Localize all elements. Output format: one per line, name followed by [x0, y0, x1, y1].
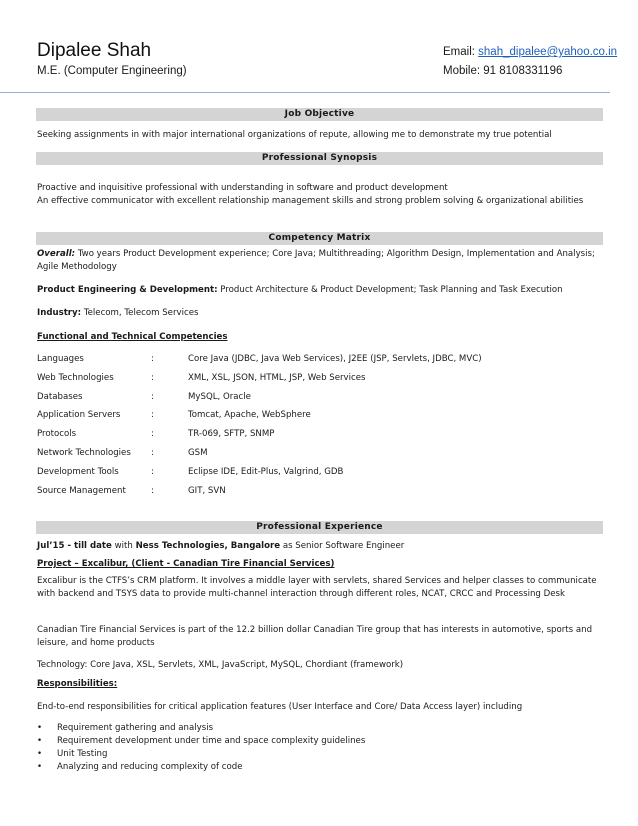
project-title: Project – Excalibur, (Client - Canadian Tire Financial Services)	[37, 559, 335, 569]
competency-product	[37, 284, 603, 297]
competency-colon: :	[151, 429, 154, 440]
section-header-experience: Professional Experience	[36, 521, 603, 534]
overall-text: Two years Product Development experience; Core Java; Multithreading; Algorithm Design, Implementation and Analysis; Agile Methodology	[37, 249, 595, 272]
industry-label: Industry:	[37, 308, 82, 318]
candidate-name: Dipalee Shah	[37, 40, 152, 61]
overall-label: Overall:	[37, 249, 76, 259]
competency-key: Web Technologies	[37, 372, 114, 383]
technology-line: Technology: Core Java, XSL, Servlets, XML, JavaScript, MySQL, Chordiant (framework)	[37, 660, 404, 670]
competency-value: TR-069, SFTP, SNMP	[188, 429, 275, 440]
bullet-icon: •	[37, 736, 43, 746]
bullet-text: Analyzing and reducing complexity of code	[57, 762, 243, 772]
responsibilities-intro: End-to-end responsibilities for critical application features (User Interface and Core/ Data Access layer) including	[37, 702, 523, 712]
bullet-text: Requirement gathering and analysis	[57, 723, 214, 733]
competency-key: Source Management	[37, 485, 126, 496]
section-header-synopsis: Professional Synopsis	[36, 152, 603, 165]
experience-company: Ness Technologies, Bangalore	[135, 541, 281, 551]
synopsis-line-1: Proactive and inquisitive professional with understanding in software and product development	[37, 183, 448, 193]
competency-value: GIT, SVN	[188, 485, 226, 496]
email-line	[443, 46, 617, 58]
mobile-line: Mobile: 91 8108331196	[443, 65, 563, 77]
competency-colon: :	[151, 354, 154, 364]
experience-role: as Senior Software Engineer	[280, 541, 405, 551]
competency-industry	[37, 307, 603, 320]
competency-key: Development Tools	[37, 466, 119, 477]
bullet-text: Unit Testing	[57, 749, 108, 759]
competency-colon: :	[151, 448, 154, 458]
competency-colon: :	[151, 372, 154, 383]
competency-key: Application Servers	[37, 410, 121, 421]
job-objective-text: Seeking assignments in with major international organizations of repute, allowing me to demonstrate my true potential	[37, 130, 552, 140]
header-divider	[0, 92, 610, 93]
competency-value: XML, XSL, JSON, HTML, JSP, Web Services	[188, 372, 366, 383]
experience-period: Jul’15 - till date	[37, 541, 112, 551]
competency-overall	[37, 248, 603, 274]
bullet-icon: •	[37, 749, 43, 759]
experience-with: with	[111, 541, 136, 551]
competency-colon: :	[151, 466, 154, 477]
bullet-text: Requirement development under time and space complexity guidelines	[57, 736, 366, 746]
competency-value: Eclipse IDE, Edit-Plus, Valgrind, GDB	[188, 466, 344, 477]
competency-colon: :	[151, 391, 154, 402]
competency-value: MySQL, Oracle	[188, 391, 251, 402]
experience-position	[37, 540, 603, 553]
email-label: Email:	[443, 46, 479, 58]
bullet-icon: •	[37, 723, 43, 733]
competency-key: Databases	[37, 391, 83, 402]
competency-value: Tomcat, Apache, WebSphere	[188, 410, 311, 421]
synopsis-line-2: An effective communicator with excellent relationship management skills and strong problem solving & organizational abilities	[37, 196, 584, 206]
email-link[interactable]: shah_dipalee@yahoo.co.in	[478, 46, 618, 58]
competency-value: GSM	[188, 448, 208, 458]
product-text: Product Architecture & Product Development; Task Planning and Task Execution	[217, 285, 563, 295]
bullet-icon: •	[37, 762, 43, 772]
product-label: Product Engineering & Development:	[37, 285, 218, 295]
candidate-degree: M.E. (Computer Engineering)	[37, 65, 187, 77]
competency-key: Protocols	[37, 429, 77, 440]
functional-competencies-title: Functional and Technical Competencies	[37, 332, 228, 342]
competency-colon: :	[151, 485, 154, 496]
excalibur-description: Excalibur is the CTFS’s CRM platform. It involves a middle layer with servlets, shared Services and helper classes to communicate with backend and TSYS data to provide multi-channel interaction through different roles, NCAT, CRCC and Processing Desk	[37, 576, 597, 599]
industry-text: Telecom, Telecom Services	[81, 308, 199, 318]
section-header-job-objective: Job Objective	[36, 108, 603, 121]
canadian-tire-description: Canadian Tire Financial Services is part of the 12.2 billion dollar Canadian Tire group that has interests in automotive, sports and leisure, and home products	[37, 625, 593, 648]
competency-value: Core Java (JDBC, Java Web Services), J2EE (JSP, Servlets, JDBC, MVC)	[188, 354, 482, 364]
section-header-competency: Competency Matrix	[36, 232, 603, 245]
responsibilities-title: Responsibilities:	[37, 679, 118, 689]
competency-colon: :	[151, 410, 154, 421]
competency-key: Network Technologies	[37, 448, 131, 458]
competency-key: Languages	[37, 354, 84, 364]
